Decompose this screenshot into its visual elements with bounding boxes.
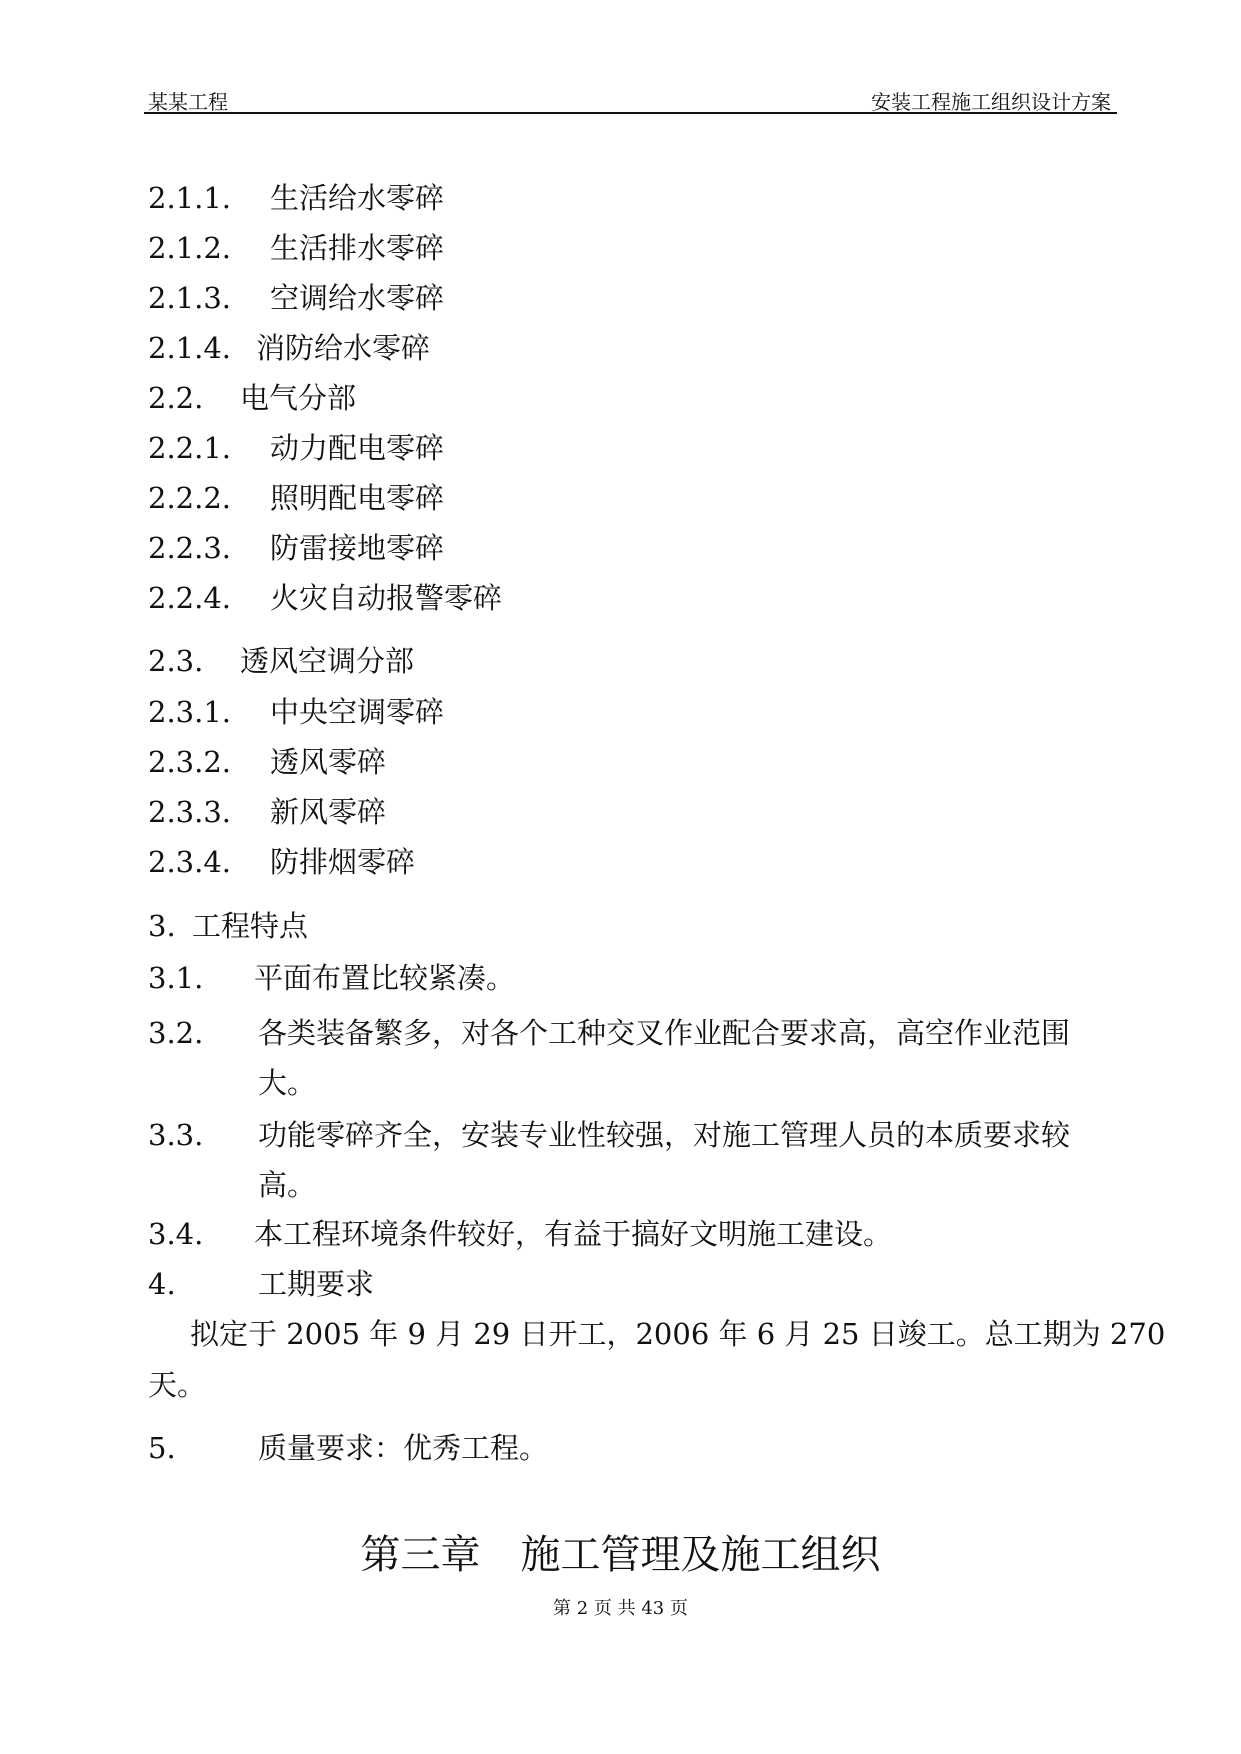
item-number: 2.1.2.	[148, 231, 232, 265]
item-number: 5.	[148, 1431, 176, 1465]
item-number: 2.2.	[148, 381, 204, 415]
header-left: 某某工程	[148, 90, 228, 114]
item-text: 生活给水零碎	[270, 181, 445, 215]
item-number: 3.	[148, 909, 176, 943]
item-number: 2.3.3.	[148, 795, 232, 829]
item-text: 平面布置比较紧凑。	[254, 961, 516, 995]
item-number: 3.3.	[148, 1118, 204, 1152]
item-text: 防排烟零碎	[270, 845, 416, 879]
item-text: 生活排水零碎	[270, 231, 445, 265]
item-number: 2.3.1.	[148, 695, 232, 729]
item-text: 质量要求：优秀工程。	[258, 1431, 549, 1465]
item-number: 2.1.1.	[148, 181, 232, 215]
item-text: 新风零碎	[270, 795, 387, 829]
item-number: 2.2.3.	[148, 531, 232, 565]
item-number: 2.1.3.	[148, 281, 232, 315]
item-text: 工程特点	[192, 909, 309, 943]
header-rule	[144, 112, 1117, 114]
item-text: 工期要求	[258, 1267, 375, 1301]
item-text: 本工程环境条件较好，有益于搞好文明施工建设。	[254, 1217, 893, 1251]
item-number: 3.1.	[148, 961, 204, 995]
item-text: 透风零碎	[270, 745, 387, 779]
item-number: 2.2.2.	[148, 481, 232, 515]
item-number: 3.4.	[148, 1217, 204, 1251]
item-text: 空调给水零碎	[270, 281, 445, 315]
item-text: 防雷接地零碎	[270, 531, 445, 565]
item-text: 各类装备繁多，对各个工种交叉作业配合要求高，高空作业范围	[258, 1016, 1071, 1050]
item-text: 动力配电零碎	[270, 431, 445, 465]
item-text: 大。	[258, 1066, 317, 1100]
item-number: 3.2.	[148, 1016, 204, 1050]
chapter-title: 第三章 施工管理及施工组织	[360, 1532, 881, 1578]
item-text: 高。	[258, 1168, 317, 1202]
item-number: 2.2.1.	[148, 431, 232, 465]
paragraph-line: 拟定于 2005 年 9 月 29 日开工，2006 年 6 月 25 日竣工。总工期为 270	[190, 1317, 1166, 1351]
item-text: 电气分部	[240, 381, 357, 415]
item-text: 功能零碎齐全，安装专业性较强，对施工管理人员的本质要求较	[258, 1118, 1071, 1152]
item-number: 4.	[148, 1267, 176, 1301]
header-right: 安装工程施工组织设计方案	[871, 90, 1111, 114]
item-number: 2.2.4.	[148, 581, 232, 615]
item-number: 2.3.4.	[148, 845, 232, 879]
page-footer: 第 2 页 共 43 页	[553, 1598, 688, 1619]
item-number: 2.3.2.	[148, 745, 232, 779]
paragraph-line: 天。	[148, 1368, 207, 1402]
item-text: 中央空调零碎	[270, 695, 445, 729]
item-number: 2.3.	[148, 644, 204, 678]
item-text: 透风空调分部	[240, 644, 415, 678]
item-number: 2.1.4.	[148, 331, 232, 365]
item-text: 火灾自动报警零碎	[270, 581, 503, 615]
item-text: 照明配电零碎	[270, 481, 445, 515]
item-text: 消防给水零碎	[256, 331, 431, 365]
